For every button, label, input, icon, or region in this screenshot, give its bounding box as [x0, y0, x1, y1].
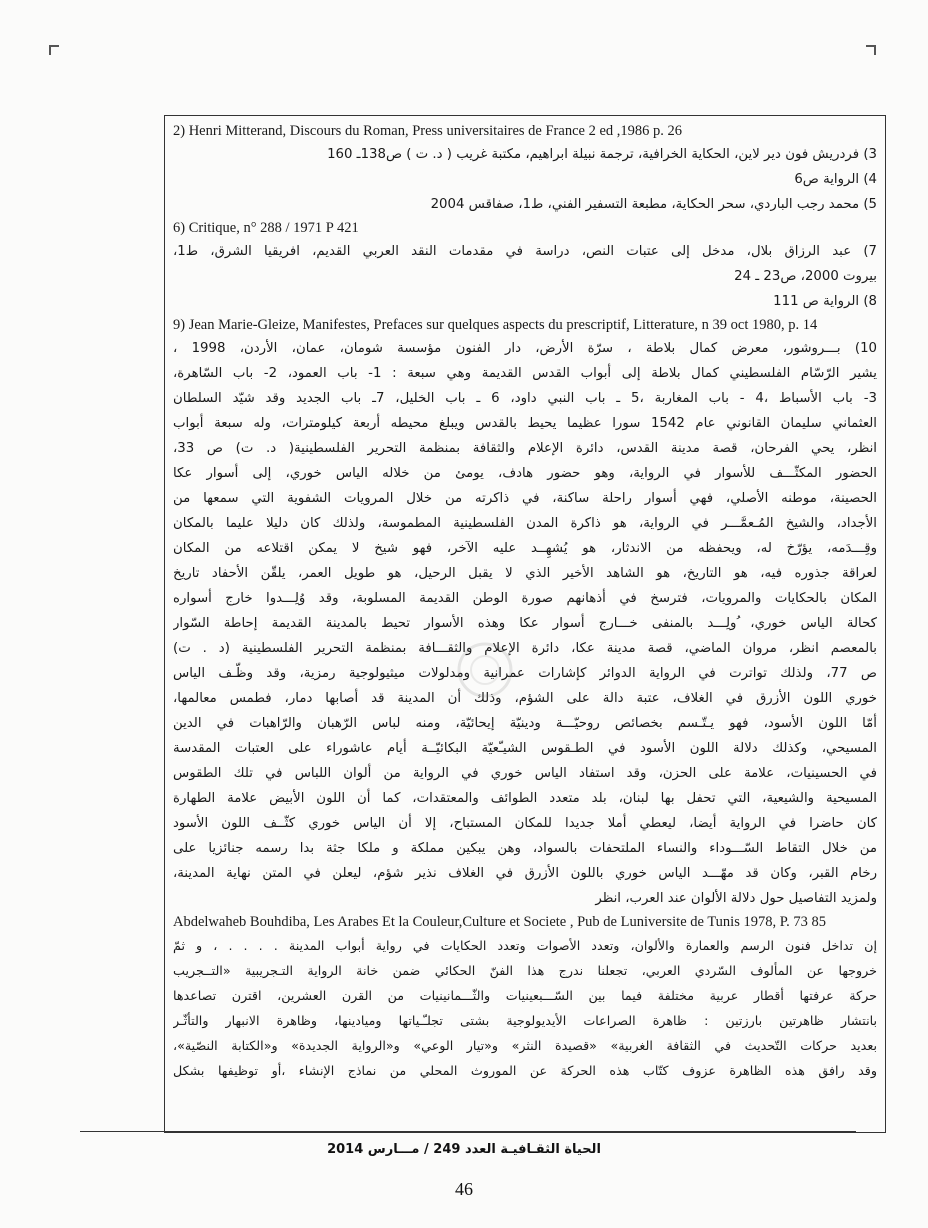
footnotes-frame: [164, 115, 886, 1133]
text-line: الأجداد، والشيخ المُـعمَّـــر في الرواية، هو ذاكرة المدن الفلسطينية المطموسة، ولذلك كان دليلا عليما بالمكان: [173, 516, 877, 531]
text-line: إن تداخل فنون الرسم والعمارة والألوان، وتعدد الأصوات وتعدد الحكايات في رواية أبواب المدينة . . . . ، و ثمّ: [173, 938, 877, 953]
text-line: الحضور المكثّـــف للأسوار في الرواية، وهو حضور هادف، يومئ من خلاله الياس خوري، إلى أسوار عكا: [173, 466, 877, 481]
text-line: وقد رافق هذه الظاهرة عزوف كتّاب هذه الحركة عن الموروث المحلي من نماذج الإنشاء ،أو توظيفها بشكل: [173, 1063, 877, 1078]
text-line: المسيحي، وكذلك دلالة اللون الأسود في الطـقوس الشيـّعيّة البكائيّــة أيام عاشوراء على العتبات المقدسة: [173, 741, 877, 756]
crop-mark-top-left-v: [49, 45, 51, 55]
text-line: 5) محمد رجب الباردي، سحر الحكاية، مطبعة التسفير الفني، ط1، صفاقس 2004: [430, 197, 877, 212]
text-line: 10) بـــروشور، معرض كمال بلاطة ، سرّة الأرض، دار الفنون مؤسسة شومان، عمان، الأردن، 1998 ،: [173, 341, 877, 356]
text-line: العثماني سليمان القانوني عام 1542 سورا عظيما يحيط بالقدس ويبلغ محيطه أربعة كيلومترات، وله سبعة أبواب: [173, 416, 877, 431]
text-line: 4) الرواية ص6: [794, 172, 877, 187]
text-line: لعراقة جذوره فيه، هو التاريخ، هو الشاهد الأخير الذي لا يقبل الرحيل، هو طويل العمر، يلقّن الأحفاد تاريخ: [173, 566, 877, 581]
text-line: بعديد حركات التّحديث في الثقافة الغربية» «قصيدة النثر» و«تيار الوعي» و«الرواية الجديدة» و«الكتابة النصّية»،: [173, 1038, 877, 1053]
text-line: خروجها عن المألوف السّردي العربي، تجعلنا ندرج هذا الفنّ الحكائي ضمن خانة الرواية التـجريبية «التــجريب: [173, 963, 877, 978]
text-line: 7) عبد الرزاق بلال، مدخل إلى عتبات النص، دراسة في مقدمات النقد العربي القديم، افريقيا الشرق، ط1،: [173, 244, 877, 259]
text-line: من خلال التقاط السّـــوداء والنساء الملتحفات بالسواد، وهن يبكين مملكة و ملكا جثة بدا رسمه جنائزيا على: [173, 841, 877, 856]
text-line: الحصينة، موطنه الأصلي، فهي أسوار راحلة ساكنة، في ذاكرته من خلال المرويات الشفوية التي سمعها من: [173, 491, 877, 506]
text-line: 3- باب الأسباط ،4 - باب المغاربة ،5 ـ باب النبي داود، 6 ـ باب الخليل، 7ـ باب الجديد وقد شيّد السلطان: [173, 391, 877, 406]
text-line: أمّا اللون الأسود، فهو يـتّـسم بخصائص روحيّـــة ودينيّة إيحائيّة، ومنه لباس الرّهبان والرّاهبات في الدين: [173, 716, 877, 731]
text-line: رخام القبر، وكان قد مهّـــد الياس خوري باللون الأزرق في الغلاف نذير شؤم، ليعلن في المتن نهاية المدينة،: [173, 866, 877, 881]
text-line: وقِـــدَمه، يؤرّخ له، ويحفظه من الاندثار، هو يُشهِــد عليه الآخر، فهو شيخ لا يمكن اقتلاعه من المكان: [173, 541, 877, 556]
text-line: في الحسينيات، علامة على الحزن، وقد استفاد الياس خوري في الرواية من ألوان اللباس في تلك الطقوس: [173, 766, 877, 781]
crop-mark-top-right-v: [874, 45, 876, 55]
text-line: خوري اللون الأزرق في الغلاف، عتبة دالة على الشؤم، وذلك أن المدينة قد أصابها دمار، فطمس معالمها،: [173, 691, 877, 706]
text-line: 6) Critique, n° 288 / 1971 P 421: [173, 220, 359, 236]
page-number: 46: [455, 1179, 473, 1199]
text-line: Abdelwaheb Bouhdiba, Les Arabes Et la Couleur,Culture et Societe , Pub de Luniversite de Tunis 1978, P. 73 85: [173, 914, 827, 930]
text-line: المسيحية والشيعية، التي تحفل بها لبنان، بلد متعدد الطوائف والمعتقدات، كما أن اللون الأبيض علامة الطهارة: [173, 791, 877, 806]
text-line: بالمعصم انظر، مروان الماضي، قصة مدينة عكا، دائرة الإعلام والثقـــافة بمنظمة التحرير الفلسطينية (د . ت): [173, 641, 877, 656]
text-line: المكان بالحكايات والمرويات، فترسخ في أذهانهم صورة الوطن القديمة المسلوبة، وقد وُلِـــدوا خارج أسواره: [173, 591, 877, 606]
text-line: كان حاضرا في الرواية أيضا، ليعطي أملا جديدا للمكان المستباح، إلا أن الياس خوري كثّــف اللون الأسود: [173, 816, 877, 831]
footnotes-text: [173, 120, 877, 1083]
text-line: 3) فردريش فون دير لاين، الحكاية الخرافية، ترجمة نبيلة ابراهيم، مكتبة غريب ( د. ت ) ص138ـ 160: [327, 147, 877, 162]
text-line: كحالة الياس خوري، ُولِـــد بالمنفى خـــارج أسوار عكا وهذه الأسوار تحيط بالمدينة القديمة إحاطة السّوار: [173, 616, 877, 631]
footer-rule: [80, 1131, 856, 1132]
text-line: 2) Henri Mitterand, Discours du Roman, Press universitaires de France 2 ed ,1986 p. 26: [173, 123, 683, 139]
text-line: 9) Jean Marie-Gleize, Manifestes, Prefaces sur quelques aspects du prescriptif, Litterature, n 39 oct 1980, p. 14: [173, 317, 818, 333]
text-line: بانتشار ظاهرتين بارزتين : ظاهرة الصراعات الأيديولوجية بشتى تجلـّـياتها وميادينها، وظاهرة الانبهار والتأثّـر: [173, 1013, 877, 1028]
text-line: ص 77، ولذلك تواترت في الرواية الدوائر كإشارات عمرانية ومدلولات ميثيولوجية رمزية، وقد وظّـف الياس: [173, 666, 877, 681]
text-line: 8) الرواية ص 111: [773, 294, 877, 309]
text-line: ولمزيد التفاصيل حول دلالة الألوان عند العرب، انظر: [595, 891, 877, 906]
text-line: حركة عرفتها أقطار عربية مختلفة فيما بين السّـــبعينيات والثّـــمانينيات من القرن العشرين، اقترن تصاعدها: [173, 988, 877, 1003]
journal-issue: الحياة الثقـافيـة العدد 249 / مـــارس 2014: [327, 1142, 601, 1157]
text-line: يشير الرّسّام الفلسطيني كمال بلاطة إلى أبواب القدس القديمة وهي سبعة : 1- باب العمود، 2- باب السّاهرة،: [173, 366, 877, 381]
text-line: بيروت 2000، ص23 ـ 24: [734, 269, 877, 284]
text-line: انظر، يحي الفرحان، قصة مدينة القدس، دائرة الإعلام والثقافة بمنظمة التحرير الفلسطينية( د. ت) ص 33،: [173, 441, 877, 456]
